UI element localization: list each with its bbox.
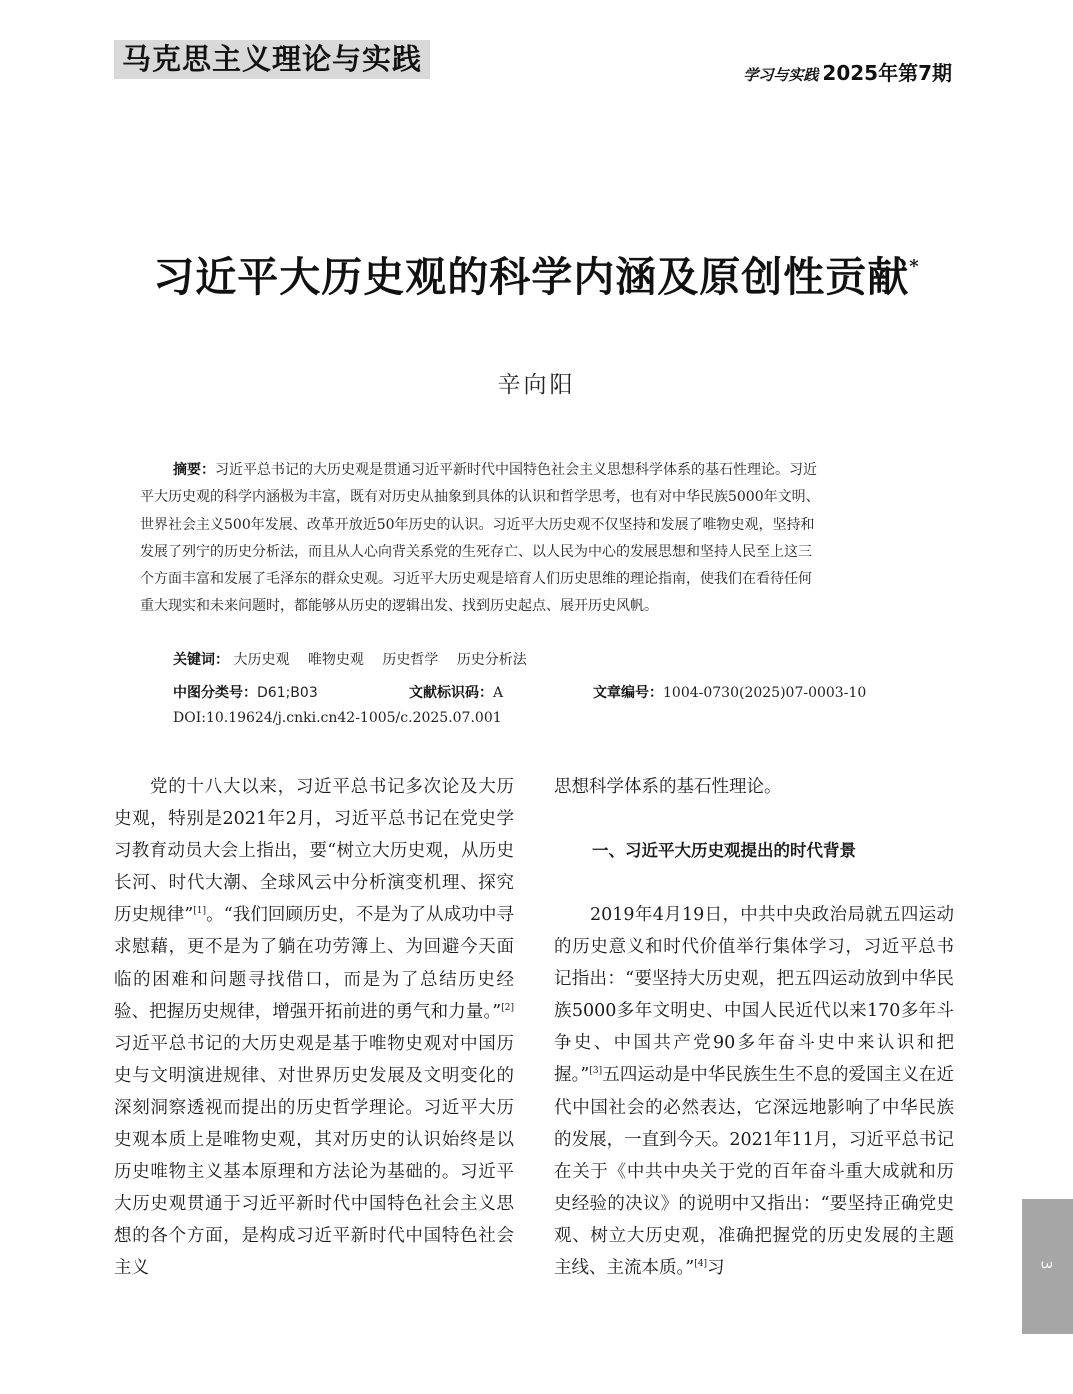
body-paragraph <box>114 771 514 1285</box>
clc-value: D61;B03 <box>257 685 318 701</box>
body-paragraph <box>554 899 954 1284</box>
abstract-line: 世界社会主义500年发展、改革开放近50年历史的认识。习近平大历史观不仅坚持和发展了唯物史观，坚持和 <box>140 516 815 533</box>
paragraph-text: 五四运动是中华民族生生不息的爱国主义在近代中国社会的必然表达，它深远地影响了中华民族的发展，一直到今天。2021年11月，习近平总书记在关于《中共中央关于党的百年奋斗重大成就和历史经验的决议》的说明中又指出：“要坚持正确党史观、树立大历史观，准确把握党的历史发展的主题主线、主流本质。” <box>554 1065 954 1279</box>
abstract-line: 重大现实和未来问题时，都能够从历史的逻辑出发、找到历史起点、展开历史风帆。 <box>140 598 658 615</box>
abstract-line: 发展了列宁的历史分析法，而且从人心向背关系党的生死存亡、以人民为中心的发展思想和坚持人民至上这三 <box>140 543 812 560</box>
keywords-row <box>173 649 527 669</box>
keyword: 历史哲学 <box>382 652 439 668</box>
citation-marker: [2] <box>501 1002 514 1013</box>
doc-code-value: A <box>493 685 504 701</box>
citation-marker: [3] <box>589 1066 603 1077</box>
body-column-right <box>554 771 954 1284</box>
paragraph-text: 习 <box>706 1258 725 1279</box>
paragraph-text: 。“我们回顾历史，不是为了从成功中寻求慰藉，更不是为了躺在功劳簿上、为回避今天面临的困难和问题寻找借口，而是为了总结历史经验、把握历史规律，增强开拓前进的勇气和力量。” <box>114 905 515 1022</box>
author-name: 辛向阳 <box>497 372 576 398</box>
paragraph-text: 党的十八大以来，习近平总书记多次论及大历史观，特别是2021年2月，习近平总书记在党史学习教育动员大会上指出，要“树立大历史观，从历史长河、时代大潮、全球风云中分析演变机理、探究历史规律” <box>114 777 514 926</box>
page-number: 3 <box>1037 1260 1054 1270</box>
doc-code-label: 文献标识码： <box>409 685 493 701</box>
body-continuation: 思想科学体系的基石性理论。 <box>554 777 782 797</box>
clc-number <box>173 682 318 702</box>
abstract-line: 平大历史观的科学内涵极为丰富，既有对历史从抽象到具体的认识和哲学思考，也有对中华民族5000年文明、 <box>140 489 820 506</box>
article-number <box>593 682 866 702</box>
paragraph-text: 习近平总书记的大历史观是基于唯物史观对中国历史与文明演进规律、对世界历史发展及文明变化的深刻洞察透视而提出的历史哲学理论。习近平大历史观本质上是唯物史观，其对历史的认识始终是以历史唯物主义基本原理和方法论为基础的。习近平大历史观贯通于习近平新时代中国特色社会主义思想的各个方面，是构成习近平新时代中国特色社会主义 <box>114 1033 514 1279</box>
abstract-line-text: 习近平总书记的大历史观是贯通习近平新时代中国特色社会主义思想科学体系的基石性理论。习近 <box>215 462 817 478</box>
clc-label: 中图分类号： <box>173 685 257 701</box>
abstract-line: 个方面丰富和发展了毛泽东的群众史观。习近平大历史观是培育人们历史思维的理论指南，使我们在看待任何 <box>140 571 812 588</box>
paragraph-text: 2019年4月19日，中共中央政治局就五四运动的历史意义和时代价值举行集体学习，习近平总书记指出：“要坚持大历史观，把五四运动放到中华民族5000多年文明史、中国人民近代以来170多年斗争史、中国共产党90多年奋斗史中来认识和把握。” <box>554 905 954 1086</box>
keyword: 大历史观 <box>233 652 290 668</box>
abstract-label: 摘要： <box>173 462 215 478</box>
article-no-value: 1004-0730(2025)07-0003-10 <box>663 685 867 701</box>
citation-marker: [4] <box>694 1259 707 1270</box>
article-no-label: 文章编号： <box>593 685 663 701</box>
doi: DOI:10.19624/j.cnki.cn42-1005/c.2025.07.001 <box>173 710 502 726</box>
document-code <box>409 682 503 702</box>
journal-header <box>743 57 952 86</box>
title-footnote-mark: * <box>909 256 920 278</box>
keyword: 唯物史观 <box>307 652 364 668</box>
paper-title <box>0 244 1073 303</box>
section-tag: 马克思主义理论与实践 <box>114 40 430 79</box>
abstract <box>140 457 930 621</box>
keywords-label: 关键词： <box>173 652 229 668</box>
abstract-line <box>140 457 930 484</box>
journal-name: 学习与实践 <box>743 66 819 84</box>
section-heading: 一、习近平大历史观提出的时代背景 <box>592 841 856 860</box>
citation-marker: [1] <box>193 906 207 917</box>
issue-label: 2025年第7期 <box>822 61 952 85</box>
keyword: 历史分析法 <box>456 652 527 668</box>
page-number-tab <box>1022 1199 1073 1334</box>
paper-title-text: 习近平大历史观的科学内涵及原创性贡献 <box>153 253 910 301</box>
body-column-left <box>114 771 514 1285</box>
